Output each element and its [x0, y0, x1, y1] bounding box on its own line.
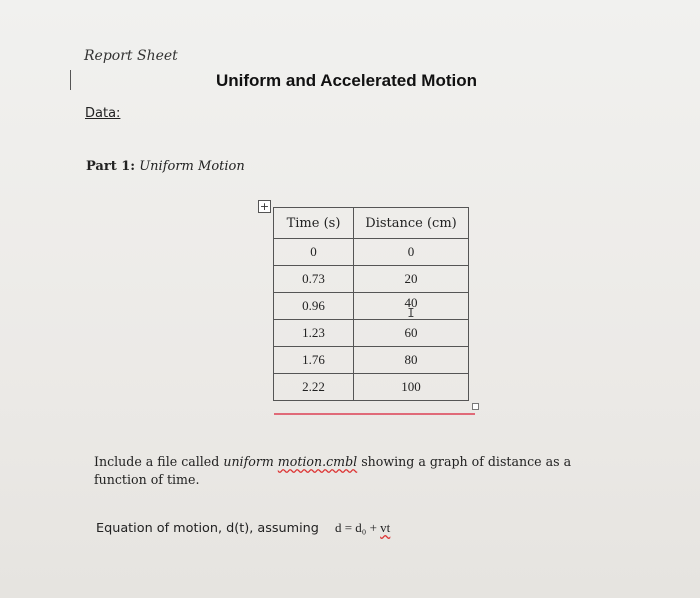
table-move-handle-icon[interactable]: + — [259, 200, 270, 213]
table-row — [274, 239, 469, 266]
ibeam-cursor-icon: I — [407, 306, 415, 320]
part1-subtitle: Uniform Motion — [139, 159, 245, 174]
table-row — [274, 320, 469, 347]
report-sheet-header: Report Sheet — [84, 48, 178, 64]
cell-distance[interactable]: 20 — [354, 266, 469, 293]
formula-vt: vt — [380, 520, 391, 535]
page-title: Uniform and Accelerated Motion — [216, 71, 478, 90]
equation-line — [96, 520, 390, 536]
part1-number: Part 1: — [86, 159, 136, 174]
equation-formula — [335, 520, 390, 535]
table-row — [274, 293, 469, 320]
table-row — [274, 347, 469, 374]
instruction-suffix: showing a graph of distance as a function of time. — [94, 454, 572, 487]
data-heading: Data: — [85, 106, 121, 121]
cell-time[interactable]: 0 — [274, 239, 354, 266]
instruction-text — [94, 453, 584, 489]
cell-distance[interactable]: 80 — [354, 347, 469, 374]
cell-distance[interactable] — [354, 293, 469, 320]
table-row — [274, 374, 469, 401]
cell-distance[interactable]: 0 — [354, 239, 469, 266]
cell-time[interactable]: 1.76 — [274, 347, 354, 374]
header-distance[interactable]: Distance (cm) — [354, 208, 469, 239]
cell-distance[interactable]: 60 — [354, 320, 469, 347]
cell-time[interactable]: 2.22 — [274, 374, 354, 401]
cell-distance[interactable]: 100 — [354, 374, 469, 401]
part1-heading — [86, 159, 245, 174]
instruction-file-b: motion.cmbl — [277, 454, 358, 469]
cell-time[interactable]: 0.96 — [274, 293, 354, 320]
cell-time[interactable]: 0.73 — [274, 266, 354, 293]
table-header-row — [274, 208, 469, 239]
table-row — [274, 266, 469, 293]
cell-distance-value: 40 — [404, 295, 418, 310]
instruction-prefix: Include a file called — [94, 454, 224, 469]
table-bottom-accent-line — [274, 413, 475, 415]
table-resize-handle-icon[interactable] — [472, 403, 479, 410]
formula-prefix: d = d₀ + — [334, 520, 381, 535]
equation-label: Equation of motion, d(t), assuming — [96, 521, 319, 536]
text-cursor — [70, 70, 71, 90]
header-time[interactable]: Time (s) — [274, 208, 354, 239]
instruction-file-a: uniform — [223, 454, 278, 469]
cell-time[interactable]: 1.23 — [274, 320, 354, 347]
data-table[interactable] — [273, 207, 469, 401]
